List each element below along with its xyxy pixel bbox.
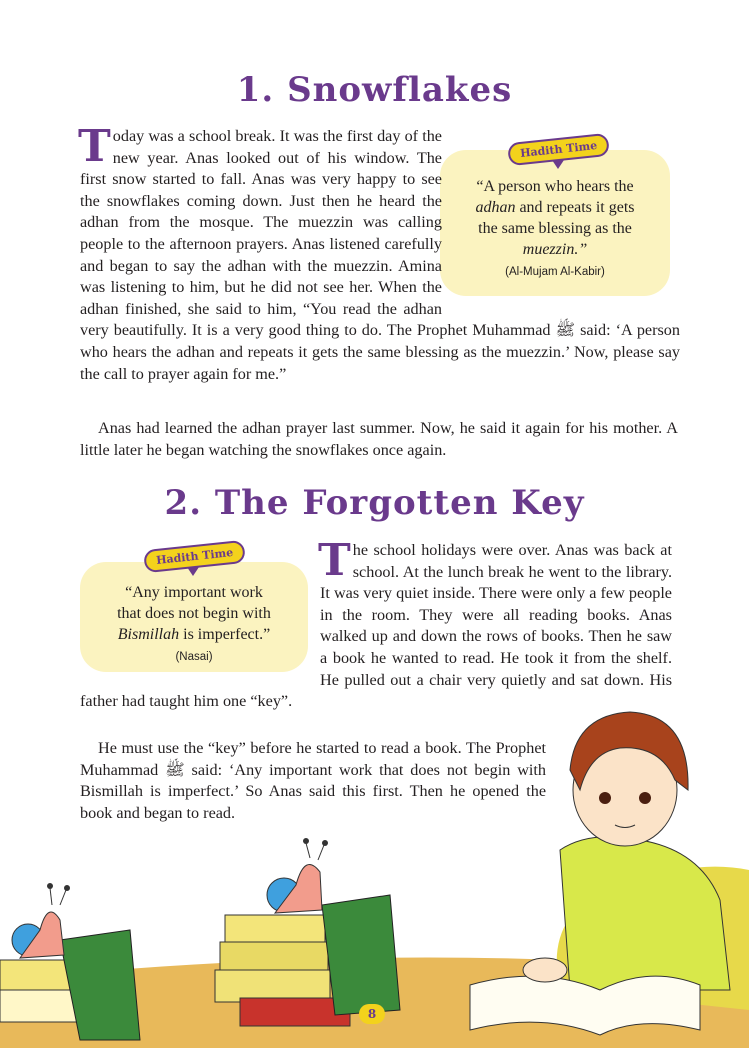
hadith1-adhan: adhan [475,199,516,216]
story2-hadith-tag: Hadith Time [143,540,246,573]
hadith1-line2: and repeats it gets [519,199,635,216]
hadith2-bismillah: Bismillah [117,626,180,643]
boy-eye-left [599,792,611,804]
snail-left-icon [12,883,70,958]
story2-paragraph-2-text: He must use the “key” before he started to read a book. The Prophet Muhammad ﷺ said: ‘Any important work that does not begin with Bismillah is imperfect.’ So Anas said this first. Then he opened the book and began to read. [80,739,546,822]
story2-paragraph-1-text: he school holidays were over. Anas was back at school. At the lunch break he went to the library. It was very quiet inside. There were only a few people in the room. They were all reading books. Anas walked up and down the rows of books. Then he saw a book he wanted to read. He took it from the shelf. He pulled out a chair very quietly and sat down. His father had taught him one “key”. [80,541,672,711]
story2-dropcap: T [318,535,351,586]
story1-title: 1. Snowflakes [236,70,513,110]
green-book-middle [322,895,400,1015]
hadith1-line1: “A person who hears the [476,178,634,195]
story2-title: 2. The Forgotten Key [164,483,585,523]
story1-hadith-tag: Hadith Time [507,133,610,166]
story1-hadith-source: (Al-Mujam Al-Kabir) [505,266,605,278]
hadith2-line3: is imperfect.” [183,626,271,643]
boy-reading [470,712,730,1035]
boy-hand [523,958,567,982]
hadith1-line3: the same blessing as the [478,220,632,237]
boy-eye-right [639,792,651,804]
page-number: 8 [359,1004,385,1024]
hadith1-muezzin: muezzin.” [522,241,588,258]
snail-middle-icon [267,838,328,913]
hadith2-line1: “Any important work [125,584,263,601]
hadith2-line2: that does not begin with [117,605,271,622]
story1-paragraph-1-text: oday was a school break. It was the first day of the new year. Anas looked out of his window. The first snow started to fall. Anas was very happy to see the snowflakes coming down. Just then he heard the adhan from the mosque. The muezzin was calling people to the afternoon prayers. Anas listened carefully and began to say the adhan with the muezzin. Amina was listening to him, but he did not see her. When the adhan finished, she said to him, “You read the adhan very beautifully. It is a very good thing to do. The Prophet Muhammad ﷺ said: ‘A person who hears the adhan and repeats it gets the same blessing as the muezzin.’ Now, please say the call to prayer again for me.” [80,127,680,383]
story1-dropcap: T [78,121,111,172]
boy-shirt [560,837,730,990]
story2-hadith-source: (Nasai) [175,651,213,663]
story1-paragraph-2-text: Anas had learned the adhan prayer last summer. Now, he said it again for his mother. A little later he began watching the snowflakes once again. [80,419,678,459]
